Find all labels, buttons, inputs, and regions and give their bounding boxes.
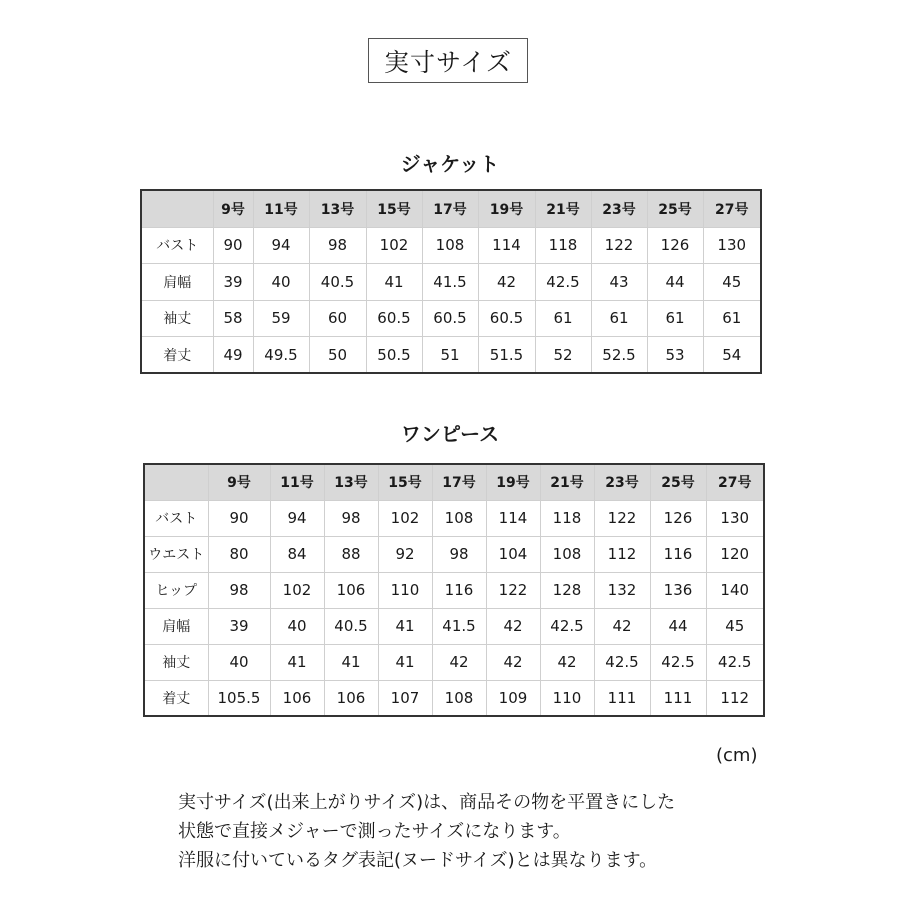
table-cell: 90	[208, 500, 270, 536]
table-cell: 136	[650, 572, 706, 608]
table-cell: 51.5	[478, 337, 535, 374]
table-cell: 110	[378, 572, 432, 608]
table-cell: 88	[324, 536, 378, 572]
corner-cell	[144, 464, 208, 500]
table-cell: 108	[422, 227, 478, 264]
table-cell: 42.5	[594, 644, 650, 680]
table-cell: 41	[378, 644, 432, 680]
onepiece-size-table	[143, 463, 765, 717]
table-cell: 102	[366, 227, 422, 264]
table-cell: 98	[208, 572, 270, 608]
table-row	[144, 500, 764, 536]
table-cell: 104	[486, 536, 540, 572]
table-cell: 60.5	[422, 300, 478, 337]
table-cell: 45	[706, 608, 764, 644]
row-label: 肩幅	[141, 264, 213, 301]
table-cell: 106	[324, 680, 378, 716]
table-cell: 50	[309, 337, 366, 374]
table-cell: 106	[324, 572, 378, 608]
size-header: 9号	[213, 190, 253, 227]
table-cell: 114	[486, 500, 540, 536]
table-cell: 42	[540, 644, 594, 680]
table-row	[141, 264, 761, 301]
table-cell: 94	[253, 227, 309, 264]
table-cell: 39	[208, 608, 270, 644]
size-header: 13号	[324, 464, 378, 500]
note-line: 実寸サイズ(出来上がりサイズ)は、商品その物を平置きにした	[178, 792, 676, 813]
table-cell: 52	[535, 337, 591, 374]
table-row	[144, 608, 764, 644]
table-row	[144, 572, 764, 608]
size-header: 17号	[422, 190, 478, 227]
table-cell: 53	[647, 337, 703, 374]
table-cell: 132	[594, 572, 650, 608]
table-row	[141, 300, 761, 337]
table-cell: 42	[594, 608, 650, 644]
table-cell: 51	[422, 337, 478, 374]
table-cell: 108	[540, 536, 594, 572]
table-cell: 44	[647, 264, 703, 301]
unit-label: (cm)	[716, 745, 758, 766]
table-cell: 122	[591, 227, 647, 264]
table-cell: 42	[478, 264, 535, 301]
table-cell: 41	[324, 644, 378, 680]
size-header: 21号	[540, 464, 594, 500]
table-cell: 80	[208, 536, 270, 572]
table-cell: 116	[650, 536, 706, 572]
size-header: 23号	[591, 190, 647, 227]
table-cell: 120	[706, 536, 764, 572]
table-cell: 41	[366, 264, 422, 301]
table-cell: 44	[650, 608, 706, 644]
table-cell: 90	[213, 227, 253, 264]
table-cell: 41	[378, 608, 432, 644]
table-cell: 109	[486, 680, 540, 716]
table-cell: 61	[647, 300, 703, 337]
note-line: 洋服に付いているタグ表記(ヌードサイズ)とは異なります。	[178, 850, 658, 871]
size-header: 27号	[703, 190, 761, 227]
row-label: 着丈	[141, 337, 213, 374]
table-cell: 105.5	[208, 680, 270, 716]
onepiece-heading: ワンピース	[400, 422, 500, 446]
table-cell: 122	[594, 500, 650, 536]
table-cell: 60.5	[366, 300, 422, 337]
table-cell: 102	[270, 572, 324, 608]
table-cell: 84	[270, 536, 324, 572]
row-label: バスト	[141, 227, 213, 264]
table-cell: 42.5	[706, 644, 764, 680]
size-header: 25号	[647, 190, 703, 227]
table-cell: 98	[324, 500, 378, 536]
table-cell: 128	[540, 572, 594, 608]
size-header: 19号	[486, 464, 540, 500]
table-cell: 126	[647, 227, 703, 264]
table-cell: 40	[270, 608, 324, 644]
table-cell: 118	[535, 227, 591, 264]
note-line: 状態で直接メジャーで測ったサイズになります。	[178, 821, 571, 842]
table-cell: 98	[309, 227, 366, 264]
size-header: 19号	[478, 190, 535, 227]
table-cell: 110	[540, 680, 594, 716]
table-cell: 61	[591, 300, 647, 337]
table-cell: 60.5	[478, 300, 535, 337]
header-row	[144, 464, 764, 500]
size-header: 13号	[309, 190, 366, 227]
table-cell: 130	[703, 227, 761, 264]
table-cell: 111	[594, 680, 650, 716]
size-header: 27号	[706, 464, 764, 500]
table-cell: 126	[650, 500, 706, 536]
size-notes	[178, 788, 675, 875]
size-header: 17号	[432, 464, 486, 500]
size-header: 15号	[366, 190, 422, 227]
table-cell: 40	[208, 644, 270, 680]
table-row	[144, 680, 764, 716]
row-label: 着丈	[144, 680, 208, 716]
table-cell: 39	[213, 264, 253, 301]
row-label: 袖丈	[144, 644, 208, 680]
table-cell: 50.5	[366, 337, 422, 374]
table-cell: 107	[378, 680, 432, 716]
table-row	[141, 227, 761, 264]
row-label: ヒップ	[144, 572, 208, 608]
table-cell: 49	[213, 337, 253, 374]
table-row	[144, 644, 764, 680]
table-row	[141, 337, 761, 374]
table-cell: 40.5	[324, 608, 378, 644]
table-row	[144, 536, 764, 572]
row-label: バスト	[144, 500, 208, 536]
table-cell: 49.5	[253, 337, 309, 374]
table-cell: 140	[706, 572, 764, 608]
row-label: ウエスト	[144, 536, 208, 572]
table-cell: 98	[432, 536, 486, 572]
table-cell: 130	[706, 500, 764, 536]
corner-cell	[141, 190, 213, 227]
table-cell: 111	[650, 680, 706, 716]
table-cell: 102	[378, 500, 432, 536]
table-cell: 106	[270, 680, 324, 716]
table-cell: 40.5	[309, 264, 366, 301]
header-row	[141, 190, 761, 227]
size-header: 21号	[535, 190, 591, 227]
table-cell: 59	[253, 300, 309, 337]
table-cell: 41	[270, 644, 324, 680]
table-cell: 45	[703, 264, 761, 301]
jacket-size-table	[140, 189, 762, 374]
table-cell: 41.5	[432, 608, 486, 644]
table-cell: 108	[432, 500, 486, 536]
table-cell: 40	[253, 264, 309, 301]
table-cell: 52.5	[591, 337, 647, 374]
table-cell: 118	[540, 500, 594, 536]
page-title: 実寸サイズ	[368, 38, 528, 83]
table-cell: 112	[706, 680, 764, 716]
table-cell: 58	[213, 300, 253, 337]
table-cell: 61	[703, 300, 761, 337]
table-cell: 42.5	[540, 608, 594, 644]
size-header: 9号	[208, 464, 270, 500]
table-cell: 108	[432, 680, 486, 716]
table-cell: 54	[703, 337, 761, 374]
table-cell: 41.5	[422, 264, 478, 301]
table-cell: 94	[270, 500, 324, 536]
table-cell: 112	[594, 536, 650, 572]
size-header: 25号	[650, 464, 706, 500]
jacket-heading: ジャケット	[400, 152, 500, 176]
table-cell: 122	[486, 572, 540, 608]
size-header: 11号	[270, 464, 324, 500]
table-cell: 42	[486, 608, 540, 644]
row-label: 肩幅	[144, 608, 208, 644]
table-cell: 42.5	[650, 644, 706, 680]
row-label: 袖丈	[141, 300, 213, 337]
table-cell: 42.5	[535, 264, 591, 301]
table-cell: 116	[432, 572, 486, 608]
table-cell: 61	[535, 300, 591, 337]
table-cell: 60	[309, 300, 366, 337]
table-cell: 92	[378, 536, 432, 572]
table-cell: 43	[591, 264, 647, 301]
table-cell: 42	[432, 644, 486, 680]
size-header: 15号	[378, 464, 432, 500]
size-header: 11号	[253, 190, 309, 227]
table-cell: 42	[486, 644, 540, 680]
size-header: 23号	[594, 464, 650, 500]
table-cell: 114	[478, 227, 535, 264]
